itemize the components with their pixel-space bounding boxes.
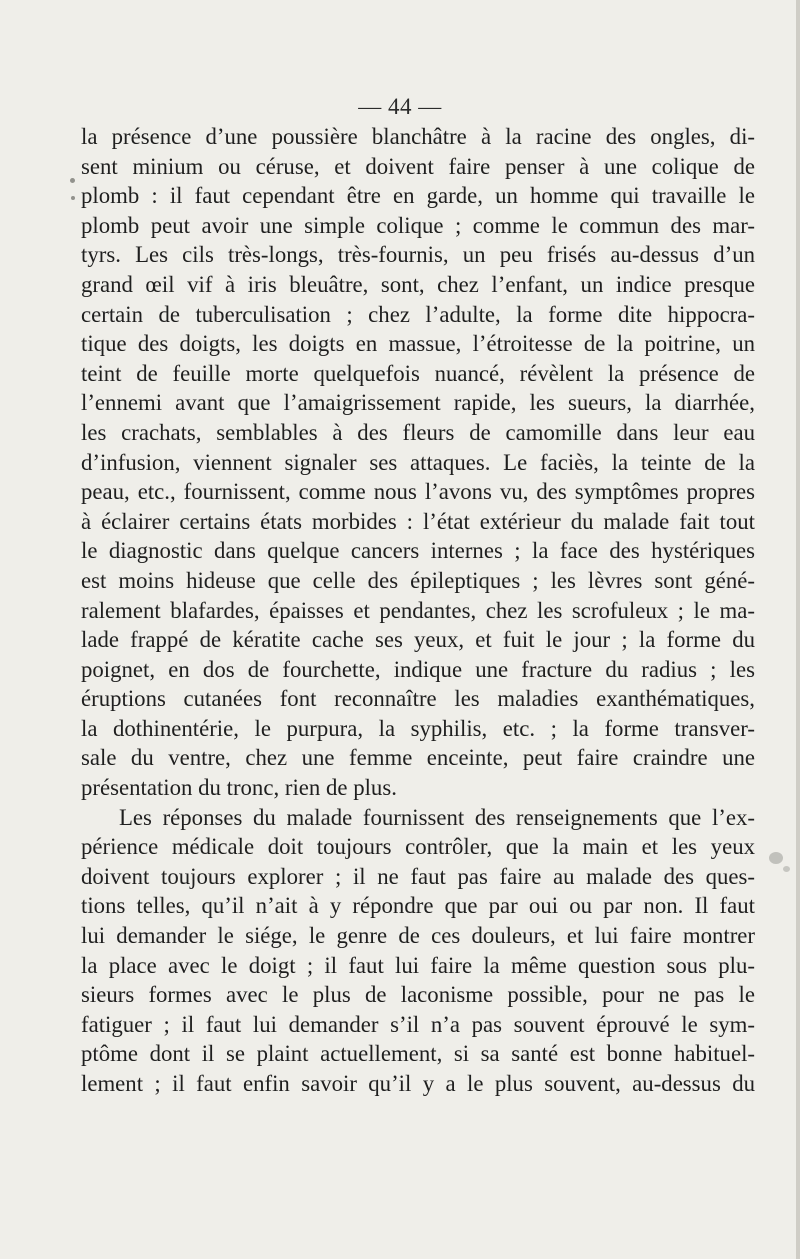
text-line: l’ennemi avant que l’amaigrissement rapide, les sueurs, la diarrhée, (81, 390, 755, 416)
text-line: poignet, en dos de fourchette, indique une fracture du radius ; les (81, 656, 755, 682)
text-line: tyrs. Les cils très-longs, très-fournis, un peu frisés au-dessus d’un (81, 242, 755, 268)
text-line: fatiguer ; il faut lui demander s’il n’a pas souvent éprouvé le sym- (81, 1011, 755, 1037)
ink-spot (783, 866, 790, 872)
text-line: les crachats, semblables à des fleurs de camomille dans leur eau (81, 419, 755, 445)
text-line: peau, etc., fournissent, comme nous l’avons vu, des symptômes propres (81, 479, 755, 505)
text-line: éruptions cutanées font reconnaître les maladies exanthématiques, (81, 686, 755, 712)
text-line: le diagnostic dans quelque cancers internes ; la face des hystériques (81, 538, 755, 564)
text-line: la présence d’une poussière blanchâtre à la racine des ongles, di- (81, 124, 755, 149)
text-line: Les réponses du malade fournissent des renseignements que l’ex- (119, 804, 755, 830)
text-line: lui demander le siége, le genre de ces douleurs, et lui faire montrer (81, 923, 755, 949)
text-line: teint de feuille morte quelquefois nuancé, révèlent la présence de (81, 360, 755, 386)
ink-spot (71, 196, 75, 200)
text-line: certain de tuberculisation ; chez l’adulte, la forme dite hippocra- (81, 301, 755, 327)
text-line: ptôme dont il se plaint actuellement, si sa santé est bonne habituel- (81, 1041, 755, 1067)
text-line: tique des doigts, les doigts en massue, l’étroitesse de la poitrine, un (81, 331, 755, 357)
text-line: lade frappé de kératite cache ses yeux, et fuit le jour ; la forme du (81, 627, 755, 653)
text-line: ralement blafardes, épaisses et pendantes, chez les scrofuleux ; le ma- (81, 597, 755, 623)
text-line: tions telles, qu’il n’ait à y répondre que par oui ou par non. Il faut (81, 893, 755, 919)
text-line: sieurs formes avec le plus de laconisme possible, pour ne pas le (81, 982, 755, 1008)
ink-spot (769, 852, 783, 864)
body-text (81, 122, 755, 1099)
text-line: grand œil vif à iris bleuâtre, sont, chez l’enfant, un indice presque (81, 271, 755, 297)
text-line: d’infusion, viennent signaler ses attaques. Le faciès, la teinte de la (81, 449, 755, 475)
text-line: plomb peut avoir une simple colique ; comme le commun des mar- (81, 212, 755, 238)
text-line: sent minium ou céruse, et doivent faire penser à une colique de (81, 153, 755, 179)
text-line: plomb : il faut cependant être en garde, un homme qui travaille le (81, 183, 755, 209)
page-edge (796, 0, 800, 1259)
page-number: — 44 — (358, 94, 442, 119)
text-line: doivent toujours explorer ; il ne faut pas faire au malade des ques- (81, 863, 755, 889)
ink-spot (70, 178, 75, 183)
text-line: la dothinentérie, le purpura, la syphilis, etc. ; la forme transver- (81, 715, 755, 741)
text-line: périence médicale doit toujours contrôler, que la main et les yeux (81, 834, 755, 860)
text-line: lement ; il faut enfin savoir qu’il y a le plus souvent, au-dessus du (81, 1071, 755, 1096)
text-line: est moins hideuse que celle des épileptiques ; les lèvres sont géné- (81, 567, 755, 593)
text-line: présentation du tronc, rien de plus. (81, 775, 397, 801)
text-line: la place avec le doigt ; il faut lui faire la même question sous plu- (81, 952, 755, 978)
text-line: à éclairer certains états morbides : l’état extérieur du malade fait tout (81, 508, 755, 534)
text-line: sale du ventre, chez une femme enceinte, peut faire craindre une (81, 745, 755, 771)
